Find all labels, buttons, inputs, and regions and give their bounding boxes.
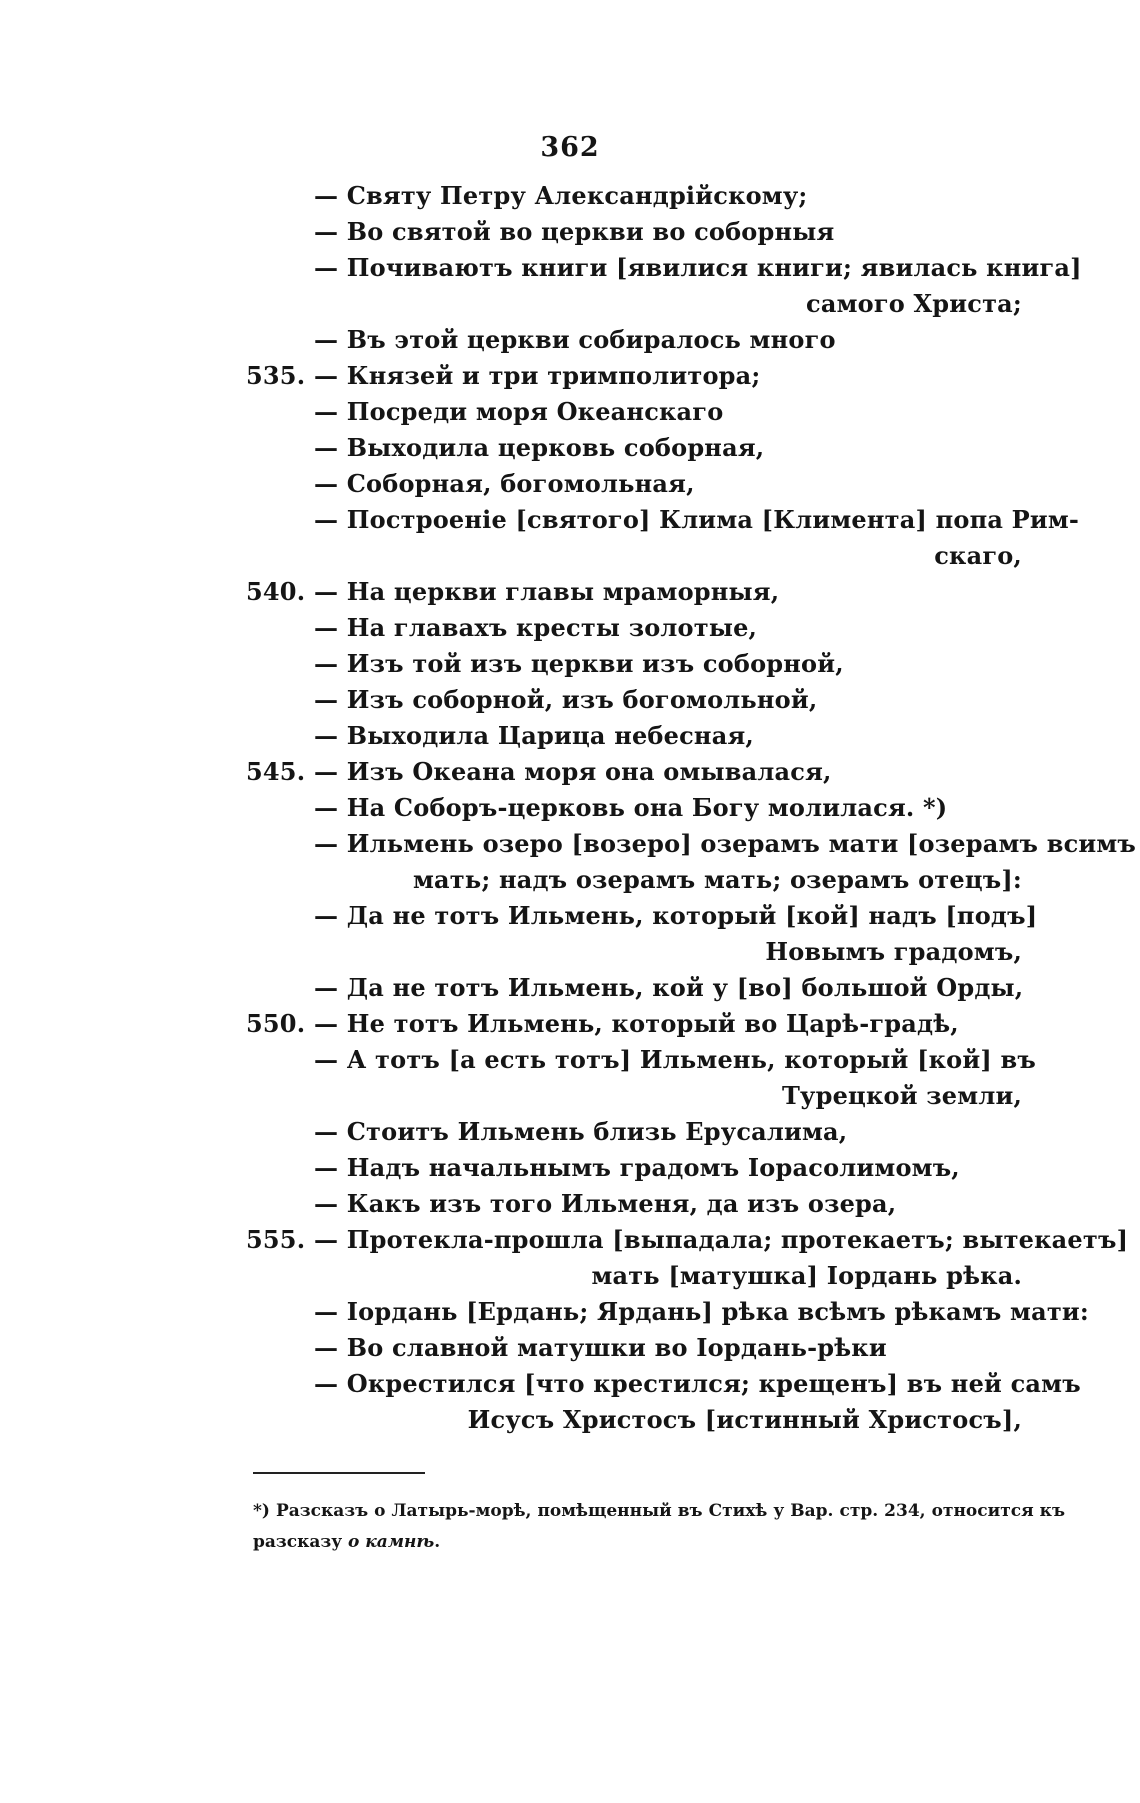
verse-text: — Построеніе [святого] Клима [Климента] попа Рим- [314,505,1080,534]
verse-line [0,790,1140,826]
verse-text: скаго, [934,541,1022,570]
verse-text: — Соборная, богомольная, [314,469,695,498]
verse-number: 550. [246,1009,306,1038]
verse-line [0,610,1140,646]
verse-line [0,466,1140,502]
verse-line [0,754,1140,790]
verse-continuation [0,538,1140,574]
verse-text: — На церкви главы мраморныя, [314,577,780,606]
verse-text: — На Соборъ-церковь она Богу молилася. *) [314,793,948,822]
footnote-italic: о камнѣ [348,1532,435,1552]
verse-text: — Изъ той изъ церкви изъ соборной, [314,649,844,678]
verse-text: — Протекла-прошла [выпадала; протекаетъ; вытекаетъ] [314,1225,1129,1254]
verse-line [0,682,1140,718]
verse-text: — Какъ изъ того Ильменя, да изъ озера, [314,1189,897,1218]
verse-text: — Окрестился [что крестился; крещенъ] въ ней самъ [314,1369,1081,1398]
footnote-text: *) Разсказъ о Латырь-морѣ, помѣщенный въ Стихѣ у Вар. стр. 234, относится къ разсказу [253,1501,1065,1552]
verse-continuation [0,862,1140,898]
verse-line [0,322,1140,358]
verse-text: — Надъ начальнымъ градомъ Іорасолимомъ, [314,1153,960,1182]
verse-line [0,574,1140,610]
verse-text: — Почиваютъ книги [явилися книги; явилась книга] [314,253,1082,282]
verse-line [0,1294,1140,1330]
footnote-end: . [434,1532,441,1552]
verse-text: — Въ этой церкви собиралось много [314,325,836,354]
verse-line [0,394,1140,430]
page-number: 362 [540,132,600,163]
verse-line [0,502,1140,538]
verse-line [0,1366,1140,1402]
verse-block [0,178,1140,1438]
verse-text: — Изъ Океана моря она омывалася, [314,757,832,786]
verse-text: — Изъ соборной, изъ богомольной, [314,685,818,714]
verse-text: — Не тотъ Ильмень, который во Царѣ-градѣ, [314,1009,959,1038]
verse-line [0,430,1140,466]
verse-text: — Святу Петру Александрійскому; [314,181,808,210]
verse-text: — Выходила Царица небесная, [314,721,754,750]
verse-text: — Во славной матушки во Іордань-рѣки [314,1333,887,1362]
verse-line [0,646,1140,682]
verse-text: — Да не тотъ Ильмень, кой у [во] большой Орды, [314,973,1024,1002]
verse-text: — Іордань [Ердань; Ярдань] рѣка всѣмъ рѣкамъ мати: [314,1297,1089,1326]
verse-line [0,250,1140,286]
verse-number: 545. [246,757,306,786]
verse-number: 555. [246,1225,306,1254]
verse-line [0,1114,1140,1150]
verse-text: Турецкой земли, [781,1081,1022,1110]
verse-number: 540. [246,577,306,606]
verse-continuation [0,1078,1140,1114]
verse-line [0,1042,1140,1078]
verse-line [0,970,1140,1006]
verse-continuation [0,1258,1140,1294]
verse-text: — А тотъ [а есть тотъ] Ильмень, который [кой] въ [314,1045,1036,1074]
verse-text: — Да не тотъ Ильмень, который [кой] надъ [подъ] [314,901,1038,930]
verse-continuation [0,1402,1140,1438]
verse-line [0,898,1140,934]
verse-text: самого Христа; [806,289,1022,318]
verse-line [0,214,1140,250]
verse-text: мать; надъ озерамъ мать; озерамъ отецъ]: [412,865,1022,894]
verse-line [0,1330,1140,1366]
verse-line [0,1186,1140,1222]
footnote-rule [253,1472,425,1474]
verse-text: — Выходила церковь соборная, [314,433,765,462]
footnote [253,1496,1065,1558]
verse-text: Исусъ Христосъ [истинный Христосъ], [467,1405,1022,1434]
verse-text: — Посреди моря Океанскаго [314,397,724,426]
verse-line [0,718,1140,754]
verse-text: — Князей и три тримполитора; [314,361,761,390]
verse-text: Новымъ градомъ, [765,937,1022,966]
verse-text: — Во святой во церкви во соборныя [314,217,835,246]
verse-line [0,826,1140,862]
verse-text: мать [матушка] Іордань рѣка. [591,1261,1022,1290]
verse-line [0,1150,1140,1186]
verse-line [0,178,1140,214]
verse-continuation [0,934,1140,970]
verse-line [0,1006,1140,1042]
verse-continuation [0,286,1140,322]
verse-line [0,358,1140,394]
verse-text: — Ильмень озеро [возеро] озерамъ мати [озерамъ всимъ [314,829,1137,858]
verse-number: 535. [246,361,306,390]
verse-text: — Стоитъ Ильмень близь Ерусалима, [314,1117,848,1146]
verse-line [0,1222,1140,1258]
verse-text: — На главахъ кресты золотые, [314,613,758,642]
